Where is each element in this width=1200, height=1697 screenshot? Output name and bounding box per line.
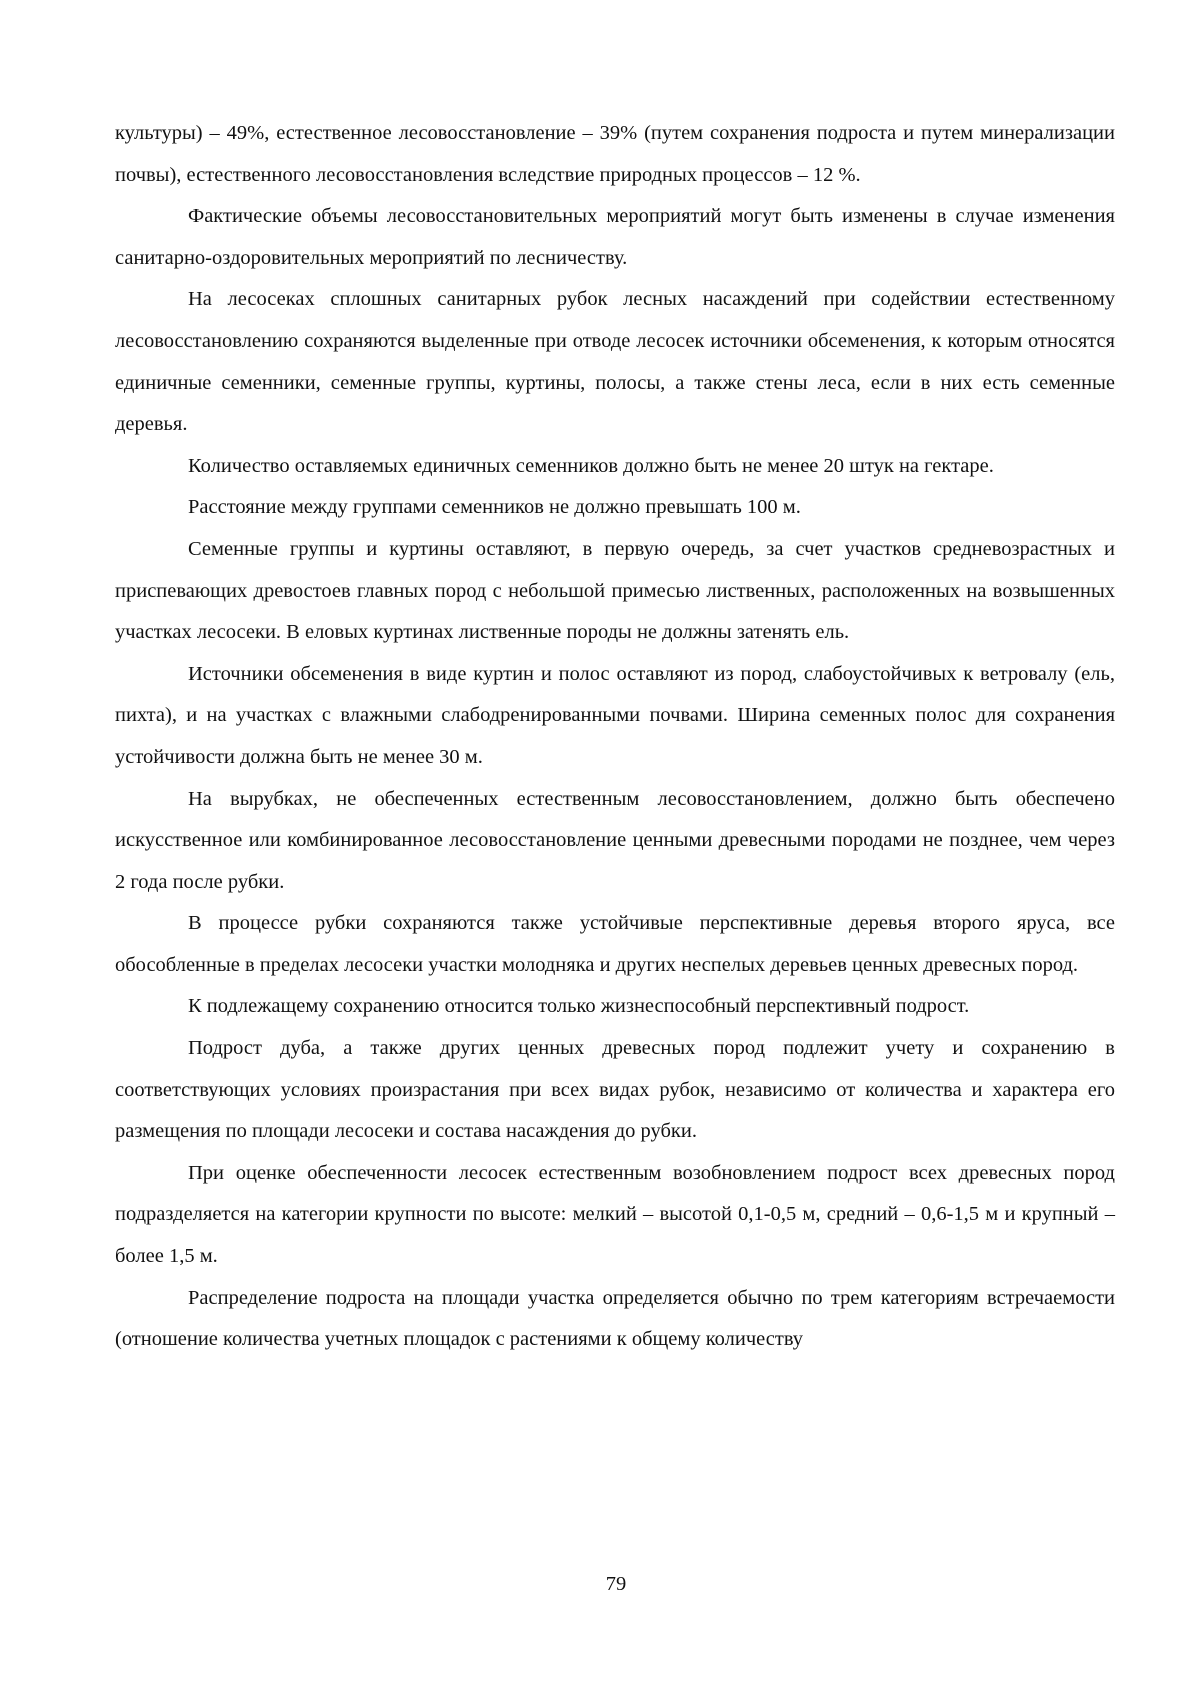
paragraph: Фактические объемы лесовосстановительных мероприятий могут быть изменены в случае изменения санитарно-оздоровительных мероприятий по лесничеству. [115,205,1115,269]
paragraph: Расстояние между группами семенников не должно превышать 100 м. [188,496,801,519]
paragraph: К подлежащему сохранению относится только жизнеспособный перспективный подрост. [188,995,970,1018]
page-number: 79 [605,1573,627,1595]
paragraph: Количество оставляемых единичных семенников должно быть не менее 20 штук на гектаре. [188,454,994,477]
body-text [115,113,1115,1361]
paragraph: культуры) – 49%, естественное лесовосстановление – 39% (путем сохранения подроста и путем минерализации почвы), естественного лесовосстановления вследствие природных процессов – 12 %. [115,122,1115,186]
paragraph: На лесосеках сплошных санитарных рубок лесных насаждений при содействии естественному лесовосстановлению сохраняются выделенные при отводе лесосек источники обсеменения, к которым относятся единичные семенники, семенные группы, куртины, полосы, а также стены леса, если в них есть семенные деревья. [115,288,1115,436]
paragraph: Семенные группы и куртины оставляют, в первую очередь, за счет участков средневозрастных и приспевающих древостоев главных пород с небольшой примесью лиственных, расположенных на возвышенных участках лесосеки. В еловых куртинах лиственные породы не должны затенять ель. [115,537,1115,644]
paragraph: Распределение подроста на площади участка определяется обычно по трем категориям встречаемости (отношение количества учетных площадок с растениями к общему количеству [115,1286,1115,1351]
paragraph: В процессе рубки сохраняются также устойчивые перспективные деревья второго яруса, все обособленные в пределах лесосеки участки молодняка и других неспелых деревьев ценных древесных пород. [115,912,1115,976]
paragraph: При оценке обеспеченности лесосек естественным возобновлением подрост всех древесных пород подразделяется на категории крупности по высоте: мелкий – высотой 0,1-0,5 м, средний – 0,6-1,5 м и крупный – более 1,5 м. [115,1161,1115,1268]
paragraph: Подрост дуба, а также других ценных древесных пород подлежит учету и сохранению в соответствующих условиях произрастания при всех видах рубок, независимо от количества и характера его размещения по площади лесосеки и состава насаждения до рубки. [115,1037,1115,1143]
paragraph: На вырубках, не обеспеченных естественным лесовосстановлением, должно быть обеспечено искусственное или комбинированное лесовосстановление ценными древесными породами не позднее, чем через 2 года после рубки. [115,787,1115,893]
paragraph: Источники обсеменения в виде куртин и полос оставляют из пород, слабоустойчивых к ветровалу (ель, пихта), и на участках с влажными слабодренированными почвами. Ширина семенных полос для сохранения устойчивости должна быть не менее 30 м. [115,662,1115,768]
